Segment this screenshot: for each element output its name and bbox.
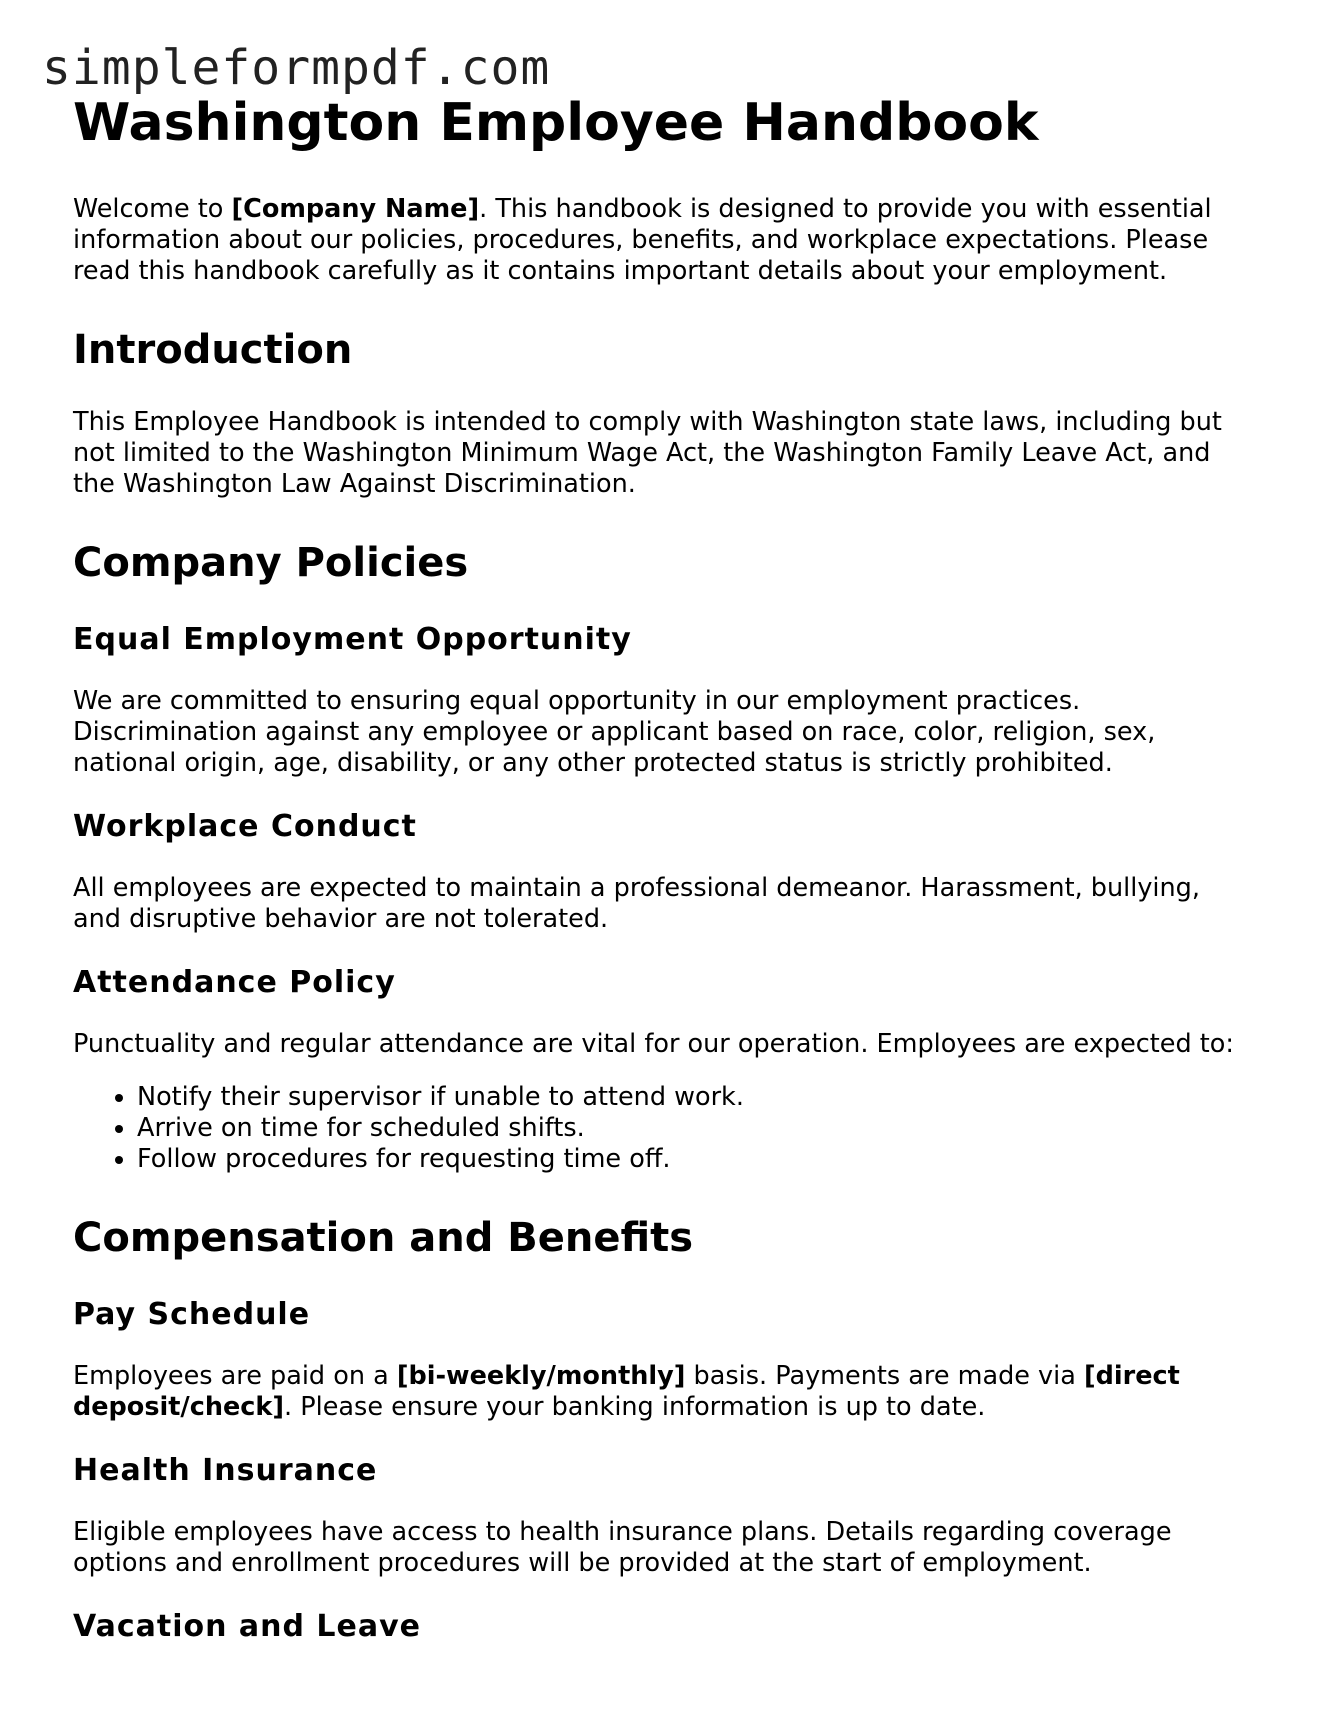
pay-schedule-paragraph (73, 1361, 1253, 1423)
workplace-conduct-heading: Workplace Conduct (73, 809, 417, 844)
workplace-conduct-paragraph: All employees are expected to maintain a professional demeanor. Harassment, bullying, and disruptive behavior are not tolerated. (73, 873, 1200, 934)
pay-text-3: . Please ensure your banking information is up to date. (284, 1392, 986, 1422)
watermark: simpleformpdf.com (42, 40, 551, 96)
vacation-leave-heading: Vacation and Leave (73, 1609, 422, 1644)
eeo-paragraph: We are committed to ensuring equal opportunity in our employment practices. Discrimination against any employee or applicant based on race, color, religion, sex, national origin, age, disability, or any other protected status is strictly prohibited. (73, 686, 1156, 778)
health-insurance-paragraph: Eligible employees have access to health insurance plans. Details regarding coverage options and enrollment procedures will be provided at the start of employment. (73, 1517, 1172, 1578)
welcome-paragraph (73, 194, 1253, 287)
health-insurance-heading: Health Insurance (73, 1453, 378, 1488)
pay-schedule-heading: Pay Schedule (73, 1297, 311, 1332)
document-title: Washington Employee Handbook (73, 93, 1039, 153)
eeo-heading: Equal Employment Opportunity (73, 622, 632, 657)
welcome-text-end: . This handbook is designed to provide you with essential information about our policies, procedures, benefits, and workplace expectations. Please read this handbook carefully as it contains important details about your employment. (73, 194, 1212, 286)
welcome-text-start: Welcome to (73, 194, 232, 224)
pay-text-1: Employees are paid on a (73, 1361, 397, 1391)
list-item: • Arrive on time for scheduled shifts. (137, 1113, 1253, 1144)
introduction-paragraph: This Employee Handbook is intended to comply with Washington state laws, including but not limited to the Washington Minimum Wage Act, the Washington Family Leave Act, and the Washington Law Against Discrimination. (73, 407, 1222, 499)
list-item: • Notify their supervisor if unable to attend work. (137, 1082, 1253, 1113)
attendance-policy-heading: Attendance Policy (73, 965, 396, 1000)
pay-text-2: basis. Payments are made via (685, 1361, 1084, 1391)
compensation-heading: Compensation and Benefits (73, 1215, 694, 1261)
attendance-list (73, 1082, 1253, 1175)
document-page (73, 88, 1253, 1673)
list-item: • Follow procedures for requesting time off. (137, 1144, 1253, 1175)
pay-frequency-placeholder: [bi-weekly/monthly] (396, 1361, 686, 1391)
introduction-heading: Introduction (73, 327, 353, 373)
company-policies-heading: Company Policies (73, 540, 469, 586)
company-name-placeholder: [Company Name] (231, 194, 480, 224)
payment-method-placeholder: [direct deposit/check] (73, 1361, 1180, 1422)
attendance-policy-paragraph: Punctuality and regular attendance are vital for our operation. Employees are expected to: (73, 1029, 1234, 1059)
